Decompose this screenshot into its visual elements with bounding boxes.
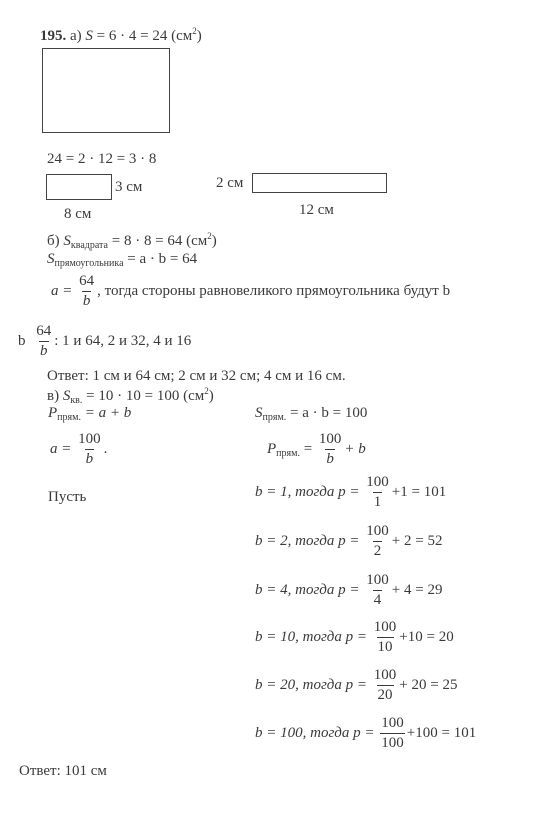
fraction-denominator: 4	[373, 592, 382, 608]
area-symbol: S	[85, 28, 93, 44]
rect1-bottom-label: 8 см	[64, 206, 92, 222]
fraction-numerator: 100	[318, 431, 342, 447]
rect2-side-label: 2 см	[216, 175, 244, 191]
square-subscript: кв.	[70, 395, 83, 406]
rectangle-8x3	[46, 174, 112, 200]
task-number: 195.	[40, 28, 67, 44]
fraction-denominator: 1	[373, 494, 382, 510]
case-tail: +100 = 101	[406, 724, 477, 741]
case-line	[255, 668, 457, 703]
pairs-line	[18, 324, 191, 359]
let-word: Пусть	[48, 489, 87, 505]
area-symbol: S	[47, 251, 55, 267]
case-fraction	[365, 475, 390, 510]
rectangle-6x4	[42, 48, 170, 133]
close-paren: )	[211, 233, 217, 249]
part-label: а)	[66, 28, 86, 44]
fraction-denominator: 10	[377, 639, 393, 655]
case-line	[255, 573, 442, 608]
fraction-numerator: 100	[366, 474, 389, 490]
a-fraction-line	[51, 274, 450, 309]
fraction-numerator: 100	[78, 431, 101, 447]
close-paren: )	[196, 28, 202, 44]
area-symbol: S	[255, 405, 263, 421]
fraction-numerator: 100	[366, 572, 389, 588]
case-fraction	[380, 716, 405, 751]
fraction-denominator: 20	[377, 687, 393, 703]
rect-area-line	[47, 252, 197, 269]
fraction-denominator: 2	[373, 543, 382, 559]
rect-area-eq: = a · b = 100	[286, 405, 368, 421]
fraction-denominator: b	[82, 293, 91, 309]
square-exponent: 2	[207, 231, 212, 241]
rect-area-line-v	[255, 406, 367, 423]
part-b-label: б)	[47, 233, 64, 249]
fraction-numerator: 64	[79, 273, 95, 289]
then-text: , тогда стороны равновеликого прямоугольника будут b	[97, 282, 451, 299]
case-head: b = 20, тогда p =	[255, 676, 368, 693]
rectangle-12x2	[252, 173, 387, 193]
case-fraction	[365, 524, 390, 559]
square-subscript: квадрата	[70, 240, 108, 251]
fraction-numerator: 100	[381, 715, 404, 731]
perimeter-symbol: P	[267, 440, 277, 457]
rect2-bottom-label: 12 см	[299, 202, 334, 218]
fraction-100-over-b	[318, 432, 343, 467]
square-area-eq: = 8 · 8 = 64 (см	[107, 233, 208, 249]
case-line	[255, 475, 446, 510]
perimeter-subscript: прям.	[276, 447, 300, 459]
perimeter-subscript: прям.	[57, 412, 81, 423]
case-line	[255, 620, 454, 655]
task-heading	[40, 27, 202, 44]
answer-v: Ответ: 101 см	[19, 763, 107, 779]
fraction-64-over-b	[35, 324, 52, 359]
case-tail: + 2 = 52	[391, 532, 443, 549]
rect-subscript: прямоугольника	[54, 258, 124, 269]
square-area-line-v	[47, 387, 214, 406]
case-fraction	[373, 668, 398, 703]
square-exponent: 2	[204, 386, 209, 396]
case-line	[255, 524, 442, 559]
fraction-numerator: 100	[373, 619, 397, 635]
case-fraction	[365, 573, 390, 608]
fraction-denominator: b	[40, 343, 48, 359]
rect-subscript: прям.	[262, 412, 287, 423]
period: .	[103, 440, 108, 457]
fraction-numerator: 100	[373, 667, 397, 683]
fraction-denominator: b	[326, 451, 334, 467]
perimeter-eq: =	[299, 440, 313, 457]
case-tail: + 20 = 25	[399, 676, 458, 693]
case-head: b = 4, тогда p =	[255, 581, 360, 598]
rect1-side-label: 3 см	[115, 179, 143, 195]
close-paren: )	[208, 388, 214, 404]
fraction-numerator: 100	[366, 523, 389, 539]
fraction-100-over-b	[77, 432, 102, 467]
fraction-denominator: 100	[381, 735, 404, 751]
a-eq: a =	[50, 440, 72, 457]
perimeter-eq: = a + b	[80, 405, 132, 421]
area-equation: = 6 · 4 = 24 (см	[92, 28, 193, 44]
a-fraction-line-v	[50, 432, 107, 467]
case-fraction	[373, 620, 398, 655]
perimeter-formula-line	[267, 432, 366, 467]
rect-area-eq: = a · b = 64	[123, 251, 198, 267]
case-head: b = 10, тогда p =	[255, 628, 368, 645]
fraction-denominator: b	[85, 451, 94, 467]
square-area-line	[47, 232, 217, 251]
part-v-label: в)	[47, 388, 63, 404]
factorization-line: 24 = 2 · 12 = 3 · 8	[47, 151, 157, 167]
area-symbol: S	[63, 233, 71, 249]
case-tail: +1 = 101	[391, 483, 447, 500]
area-symbol: S	[62, 388, 71, 404]
perimeter-symbol: P	[48, 405, 58, 421]
fraction-64-over-b	[78, 274, 95, 309]
answer-b: Ответ: 1 см и 64 см; 2 см и 32 см; 4 см и 16 см.	[47, 368, 346, 384]
case-tail: + 4 = 29	[391, 581, 443, 598]
perimeter-tail: + b	[344, 440, 366, 457]
square-area-eq: = 10 · 10 = 100 (см	[82, 388, 205, 404]
case-head: b = 100, тогда p =	[255, 724, 375, 741]
a-eq: a =	[51, 282, 73, 299]
fraction-numerator: 64	[36, 323, 52, 339]
perimeter-line	[48, 406, 131, 423]
case-line	[255, 716, 476, 751]
square-exponent: 2	[192, 26, 197, 36]
case-tail: +10 = 20	[399, 628, 454, 645]
b-prefix: b	[18, 332, 26, 349]
case-head: b = 1, тогда p =	[255, 483, 360, 500]
case-head: b = 2, тогда p =	[255, 532, 360, 549]
pairs-text: : 1 и 64, 2 и 32, 4 и 16	[54, 332, 192, 349]
